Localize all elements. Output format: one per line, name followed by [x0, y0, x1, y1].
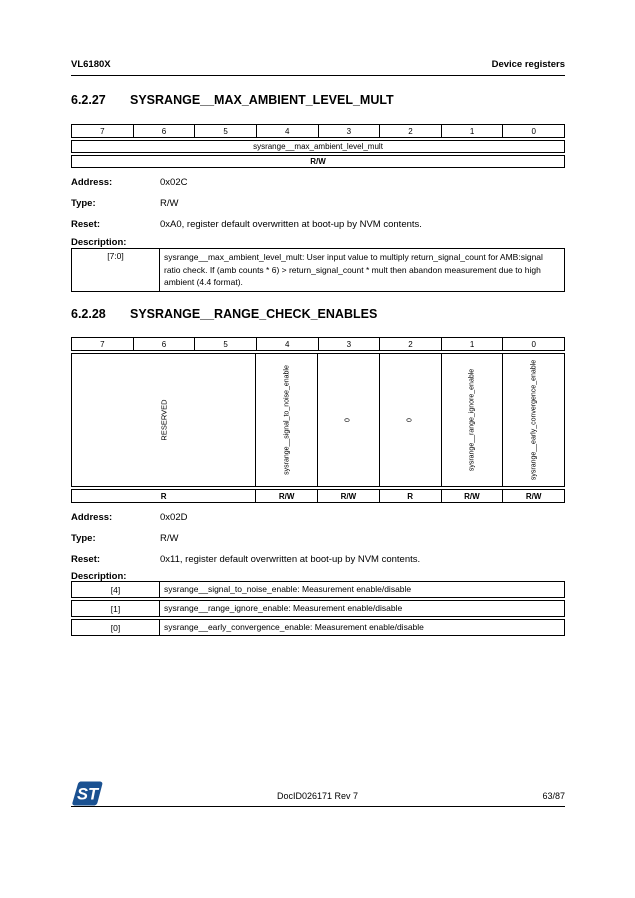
description-row — [71, 248, 565, 292]
bit-1: 1 — [442, 124, 504, 138]
register-bitmap-table-1 — [71, 124, 565, 170]
bit-4: 4 — [257, 124, 319, 138]
section-number: 6.2.27 — [71, 93, 106, 107]
description-label: Description: — [71, 237, 127, 248]
reset-label: Reset: — [71, 219, 101, 230]
footer-doc-id: DocID026171 Rev 7 — [276, 791, 359, 801]
access-bit-4: R/W — [256, 489, 318, 503]
bit-range: [1] — [71, 600, 160, 617]
address-value: 0x02C — [160, 177, 188, 188]
section-title-6-2-28 — [71, 307, 565, 321]
bit-6: 6 — [134, 337, 196, 351]
bit-range: [7:0] — [71, 248, 160, 292]
bit-2: 2 — [380, 124, 442, 138]
bit-7: 7 — [71, 337, 134, 351]
header-chapter-title: Device registers — [491, 59, 565, 70]
footer-rule — [71, 806, 565, 807]
bit-3: 3 — [319, 337, 381, 351]
description-row — [71, 619, 565, 636]
type-value: R/W — [160, 198, 179, 209]
access-bits-7-5: R — [71, 489, 256, 503]
register-bitmap-table-2 — [71, 337, 565, 505]
access-bit-0: R/W — [503, 489, 565, 503]
field-name-row — [71, 140, 565, 153]
access-bit-2: R — [380, 489, 442, 503]
bit-range: [0] — [71, 619, 160, 636]
access-bit-1: R/W — [442, 489, 504, 503]
bit-5: 5 — [195, 337, 257, 351]
access-type: R/W — [71, 155, 565, 168]
address-label: Address: — [71, 177, 113, 188]
header-doc-title: VL6180X — [71, 59, 111, 70]
footer-page-number: 63/87 — [542, 791, 565, 801]
bit-2: 2 — [380, 337, 442, 351]
type-value: R/W — [160, 533, 179, 544]
vertical-field-label: sysrange__early_convergence_enable — [530, 359, 538, 481]
reset-value: 0x11, register default overwritten at boot-up by NVM contents. — [160, 554, 421, 565]
field-name: sysrange__max_ambient_level_mult — [71, 140, 565, 153]
bit-number-row — [71, 337, 565, 351]
bit-5: 5 — [195, 124, 257, 138]
bit-range: [4] — [71, 581, 160, 598]
description-row — [71, 581, 565, 598]
type-label: Type: — [71, 198, 96, 209]
vertical-field-label: sysrange__signal_to_noise_enable — [283, 365, 291, 475]
bit-0: 0 — [503, 124, 565, 138]
field-early-convergence-enable — [503, 353, 565, 487]
access-row — [71, 489, 565, 503]
address-label: Address: — [71, 512, 113, 523]
field-name-row — [71, 353, 565, 487]
field-bit3-zero — [318, 353, 380, 487]
address-value: 0x02D — [160, 512, 188, 523]
bit-description: sysrange__early_convergence_enable: Measurement enable/disable — [160, 619, 565, 636]
st-logo-text: ST — [76, 785, 99, 804]
description-label: Description: — [71, 571, 127, 582]
access-row — [71, 155, 565, 168]
section-number: 6.2.28 — [71, 307, 106, 321]
description-table-2 — [71, 581, 565, 638]
bit-6: 6 — [134, 124, 196, 138]
reset-label: Reset: — [71, 554, 101, 565]
field-bit2-zero — [380, 353, 442, 487]
field-range-ignore-enable — [442, 353, 504, 487]
reset-value: 0xA0, register default overwritten at boot-up by NVM contents. — [160, 219, 422, 230]
type-label: Type: — [71, 533, 96, 544]
description-row — [71, 600, 565, 617]
description-table-1 — [71, 248, 565, 294]
access-bit-3: R/W — [318, 489, 380, 503]
section-title-6-2-27 — [71, 93, 565, 107]
bit-description: sysrange__range_ignore_enable: Measurement enable/disable — [160, 600, 565, 617]
bit-0: 0 — [503, 337, 565, 351]
field-signal-to-noise-enable — [256, 353, 318, 487]
section-register-name: SYSRANGE__RANGE_CHECK_ENABLES — [130, 307, 378, 321]
field-reserved — [71, 353, 256, 487]
vertical-field-label: sysrange__range_ignore_enable — [468, 368, 476, 472]
page-header — [71, 59, 565, 76]
bit-1: 1 — [442, 337, 504, 351]
bit-number-row — [71, 124, 565, 138]
vertical-field-label: RESERVED — [159, 399, 169, 441]
bit-description: sysrange__max_ambient_level_mult: User input value to multiply return_signal_count for AMB:signal ratio check. If (amb counts * 6) > return_signal_count * mult then abandon measurement due to high ambient (4.4 format). — [160, 248, 565, 292]
vertical-field-label: 0 — [344, 418, 352, 422]
bit-4: 4 — [257, 337, 319, 351]
bit-3: 3 — [319, 124, 381, 138]
vertical-field-label: 0 — [406, 418, 414, 422]
section-register-name: SYSRANGE__MAX_AMBIENT_LEVEL_MULT — [130, 93, 394, 107]
bit-description: sysrange__signal_to_noise_enable: Measurement enable/disable — [160, 581, 565, 598]
bit-7: 7 — [71, 124, 134, 138]
